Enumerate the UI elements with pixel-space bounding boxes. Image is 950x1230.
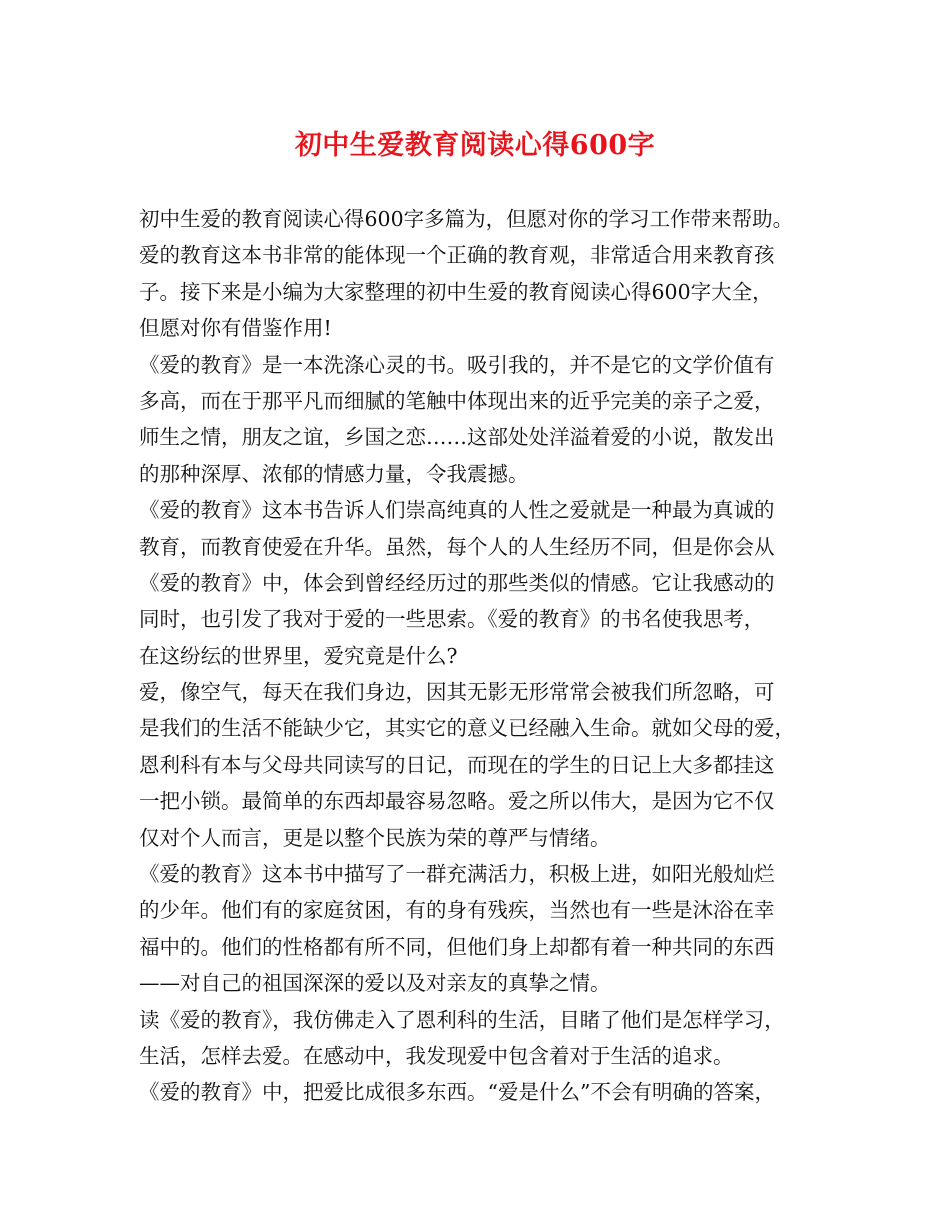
- document-title: 初中生爱教育阅读心得600字: [294, 130, 656, 161]
- text-line: 《爱的教育》中，体会到曾经经历过的那些类似的情感。它让我感动的: [139, 570, 775, 595]
- text-line: 多高，而在于那平凡而细腻的笔触中体现出来的近乎完美的亲子之爱，: [139, 388, 775, 413]
- text-line: 的那种深厚、浓郁的情感力量，令我震撼。: [139, 461, 529, 486]
- text-line: 教育，而教育使爱在升华。虽然，每个人的人生经历不同，但是你会从: [139, 534, 775, 559]
- text-line: 《爱的教育》这本书告诉人们崇高纯真的人性之爱就是一种最为真诚的: [139, 498, 775, 523]
- text-line: 爱的教育这本书非常的能体现一个正确的教育观，非常适合用来教育孩: [139, 243, 775, 268]
- text-line: 师生之情，朋友之谊，乡国之恋……这部处处洋溢着爱的小说，散发出: [139, 425, 775, 450]
- text-line: ——对自己的祖国深深的爱以及对亲友的真挚之情。: [139, 971, 611, 996]
- document-body: [139, 201, 829, 1111]
- text-line: 但愿对你有借鉴作用!: [139, 316, 332, 341]
- text-line: 一把小锁。最简单的东西却最容易忽略。爱之所以伟大，是因为它不仅: [139, 789, 775, 814]
- text-line: 《爱的教育》是一本洗涤心灵的书。吸引我的，并不是它的文学价值有: [139, 352, 775, 377]
- text-line: 生活，怎样去爱。在感动中，我发现爱中包含着对于生活的追求。: [139, 1043, 734, 1068]
- text-line: 仅对个人而言，更是以整个民族为荣的尊严与情绪。: [139, 825, 611, 850]
- text-line: 子。接下来是小编为大家整理的初中生爱的教育阅读心得600字大全，: [139, 279, 773, 304]
- text-line: 是我们的生活不能缺少它，其实它的意义已经融入生命。就如父母的爱，: [139, 716, 795, 741]
- text-line: 初中生爱的教育阅读心得600字多篇为，但愿对你的学习工作带来帮助。: [139, 207, 794, 231]
- text-line: 《爱的教育》这本书中描写了一群充满活力，积极上进，如阳光般灿烂: [139, 862, 775, 887]
- text-line: 福中的。他们的性格都有所不同，但他们身上却都有着一种共同的东西: [139, 934, 775, 959]
- text-line: 在这纷纭的世界里，爱究竟是什么?: [139, 643, 458, 668]
- text-line: 同时，也引发了我对于爱的一些思索。《爱的教育》的书名使我思考，: [139, 607, 765, 632]
- text-line: 《爱的教育》中，把爱比成很多东西。“爱是什么”不会有明确的答案，: [139, 1080, 775, 1105]
- text-line: 的少年。他们有的家庭贫困，有的身有残疾，当然也有一些是沐浴在幸: [139, 898, 775, 923]
- text-line: 恩利科有本与父母共同读写的日记，而现在的学生的日记上大多都挂这: [139, 752, 775, 777]
- text-line: 爱，像空气，每天在我们身边，因其无影无形常常会被我们所忽略，可: [139, 680, 775, 705]
- text-line: 读《爱的教育》，我仿佛走入了恩利科的生活，目睹了他们是怎样学习，: [139, 1007, 785, 1032]
